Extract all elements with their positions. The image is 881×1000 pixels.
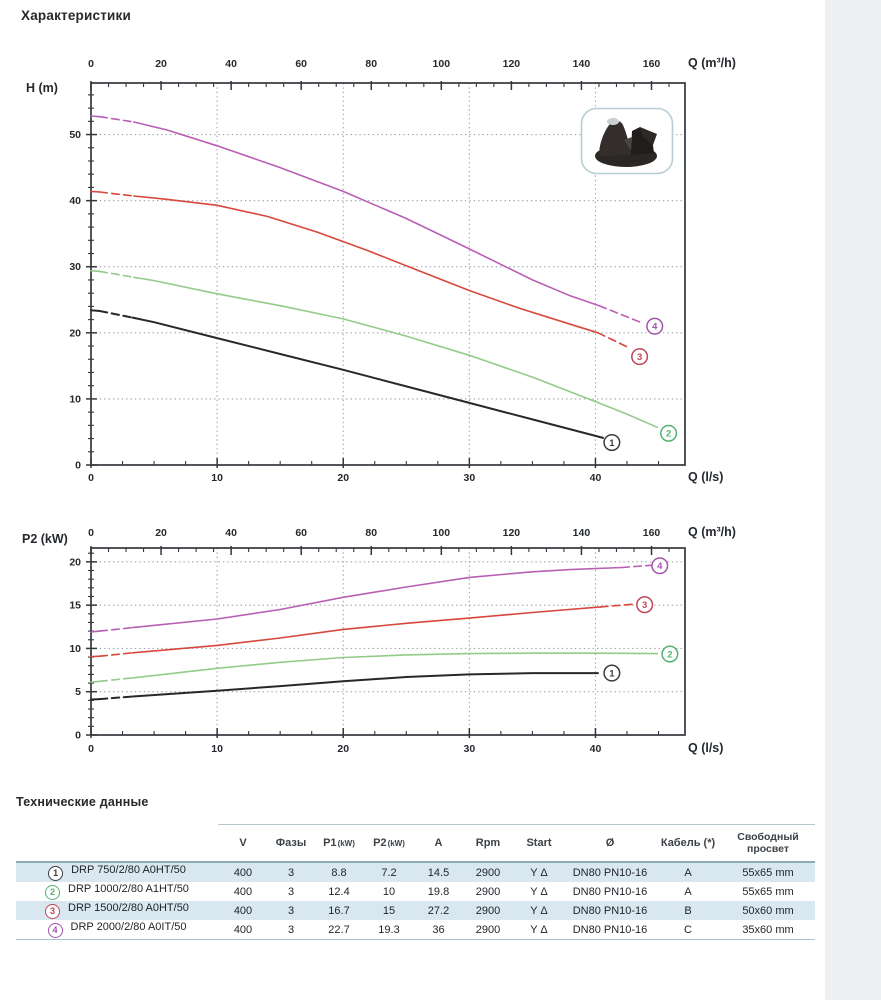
curve-label-number-4: 4	[652, 321, 658, 333]
curve-2-solid	[133, 653, 658, 678]
table-cell: 400	[233, 904, 253, 917]
table-cell: 14.5	[427, 866, 450, 879]
top-axis-tick-label: 40	[225, 58, 237, 70]
technical-data-table	[16, 824, 815, 940]
bottom-axis-unit-label: Q (l/s)	[688, 741, 724, 755]
bottom-axis-tick-label: 10	[211, 472, 223, 484]
y-axis-tick-label: 15	[69, 599, 81, 612]
model-cell	[16, 901, 218, 920]
bottom-axis-tick-label: 10	[211, 743, 223, 755]
top-axis-unit-label: Q (m³/h)	[688, 525, 736, 539]
table-cell: 3	[287, 885, 295, 898]
header-col-2: Фазы	[268, 825, 314, 863]
table-cell: DN80 PN10-16	[572, 904, 648, 917]
curve-4-solid	[91, 631, 100, 632]
table-cell: C	[655, 920, 721, 940]
curve-label-number-1: 1	[609, 437, 615, 449]
y-axis-tick-label: 10	[69, 393, 81, 406]
table-cell: 3	[287, 904, 295, 917]
curve-label-number-2: 2	[667, 649, 673, 661]
top-axis-tick-label: 40	[225, 527, 237, 539]
y-axis-title: H (m)	[26, 81, 58, 95]
model-name: DRP 2000/2/80 A0IT/50	[70, 921, 187, 933]
curve-number-badge: 2	[45, 885, 60, 900]
y-axis-tick-label: 10	[69, 642, 81, 655]
curve-1-solid	[91, 310, 100, 311]
bottom-axis-tick-label: 0	[88, 743, 94, 755]
top-axis-tick-label: 120	[502, 58, 521, 70]
table-cell: 10	[382, 885, 396, 898]
y-axis-tick-label: 20	[69, 556, 81, 569]
header-col-4: P2(kW)	[364, 825, 414, 863]
table-header-row	[16, 825, 815, 863]
header-col-6: Rpm	[463, 825, 513, 863]
table-cell: 19.3	[364, 920, 414, 940]
curve-2-dashed	[100, 271, 134, 277]
top-axis-unit-label: Q (m³/h)	[688, 56, 736, 70]
table-cell: DN80 PN10-16	[565, 920, 655, 940]
curve-1-dashed	[100, 311, 133, 318]
top-axis-tick-label: 20	[155, 527, 167, 539]
table-row	[16, 862, 815, 882]
table-cell: 19.8	[427, 885, 450, 898]
header-col-7: Start	[513, 825, 565, 863]
curve-4-dashed	[100, 117, 134, 122]
y-axis-tick-label: 0	[75, 459, 81, 472]
table-cell: 36	[414, 920, 463, 940]
table-cell: Y Δ	[513, 920, 565, 940]
table-cell: 3	[287, 866, 295, 879]
table-cell: A	[684, 866, 692, 879]
top-axis-tick-label: 60	[295, 527, 308, 539]
curve-number-badge: 1	[48, 866, 63, 881]
table-cell: DN80 PN10-16	[572, 885, 648, 898]
y-axis-title: P2 (kW)	[22, 532, 68, 546]
bottom-axis-tick-label: 30	[463, 472, 476, 484]
table-cell: Y Δ	[530, 885, 548, 898]
header-col-8: Ø	[565, 825, 655, 863]
model-name: DRP 1000/2/80 A1HT/50	[68, 883, 189, 895]
top-axis-tick-label: 160	[642, 527, 661, 539]
table-cell: DN80 PN10-16	[572, 866, 648, 879]
bottom-axis-tick-label: 40	[589, 472, 602, 484]
curve-4-solid	[133, 568, 622, 628]
header-col-1: V	[218, 825, 268, 863]
table-cell: 2900	[463, 920, 513, 940]
table-cell: 55x65 mm	[742, 885, 794, 898]
header-col-5: A	[414, 825, 463, 863]
curve-3-solid	[133, 607, 601, 653]
table-cell: 2900	[475, 866, 501, 879]
top-axis-tick-label: 0	[88, 527, 94, 539]
curve-4-dashed	[100, 628, 133, 632]
page-title: Характеристики	[21, 8, 131, 23]
y-axis-tick-label: 30	[69, 261, 81, 274]
top-axis-tick-label: 100	[432, 58, 451, 70]
curve-3-dashed	[100, 192, 134, 196]
top-axis-tick-label: 140	[572, 527, 591, 539]
curve-3-dashed	[601, 604, 633, 607]
model-name: DRP 1500/2/80 A0HT/50	[68, 902, 189, 914]
table-cell: 50x60 mm	[742, 904, 794, 917]
y-axis-tick-label: 5	[75, 686, 81, 699]
table-cell: 16.7	[328, 904, 350, 917]
header-model	[16, 825, 218, 863]
curve-4-solid	[134, 122, 599, 306]
table-cell: 55x65 mm	[742, 866, 794, 879]
table-cell: 3	[268, 920, 314, 940]
top-axis-tick-label: 140	[572, 58, 591, 70]
bottom-axis-tick-label: 20	[337, 472, 350, 484]
top-axis-tick-label: 20	[155, 58, 167, 70]
bottom-axis-unit-label: Q (l/s)	[688, 470, 724, 484]
page-right-margin	[825, 0, 881, 1000]
y-axis-tick-label: 40	[69, 195, 81, 208]
top-axis-tick-label: 160	[642, 58, 661, 70]
curve-2-solid	[91, 271, 100, 272]
curve-1-dashed	[100, 697, 133, 700]
header-col-9: Кабель (*)	[655, 825, 721, 863]
model-cell	[16, 882, 218, 901]
curve-4-solid	[91, 116, 100, 117]
table-cell: Y Δ	[530, 866, 548, 879]
curve-label-number-3: 3	[641, 600, 648, 612]
table-cell: 22.7	[314, 920, 364, 940]
table-cell: 12.4	[328, 885, 350, 898]
curve-3-dashed	[598, 333, 630, 348]
table-cell: 8.8	[331, 866, 347, 879]
power-flow-chart	[0, 505, 775, 770]
curve-1-solid	[133, 673, 598, 696]
top-axis-tick-label: 60	[295, 58, 308, 70]
curve-4-dashed	[599, 306, 642, 323]
model-cell	[16, 920, 218, 940]
curve-3-dashed	[100, 653, 133, 656]
pump-image	[580, 107, 674, 175]
top-axis-tick-label: 80	[365, 58, 378, 70]
table-cell: 2900	[475, 904, 501, 917]
table-cell: 7.2	[381, 866, 397, 879]
curve-2-solid	[91, 681, 100, 682]
top-axis-tick-label: 120	[502, 527, 521, 539]
table-row	[16, 882, 815, 901]
table-cell: 27.2	[427, 904, 450, 917]
curve-4-dashed	[622, 565, 651, 567]
curve-number-badge: 4	[48, 923, 63, 938]
y-axis-tick-label: 20	[69, 327, 81, 340]
bottom-axis-tick-label: 30	[463, 743, 476, 755]
table-cell: Y Δ	[530, 904, 548, 917]
bottom-axis-tick-label: 20	[337, 743, 350, 755]
model-cell	[16, 862, 218, 882]
table-cell: 400	[233, 866, 253, 879]
bottom-axis-tick-label: 40	[589, 743, 602, 755]
y-axis-tick-label: 0	[75, 729, 81, 742]
curve-label-number-2: 2	[665, 428, 672, 440]
curve-2-dashed	[100, 678, 133, 681]
curve-label-number-3: 3	[636, 352, 643, 364]
table-cell: 15	[382, 904, 396, 917]
curve-3-solid	[91, 191, 100, 192]
bottom-axis-tick-label: 0	[88, 472, 94, 484]
top-axis-tick-label: 100	[432, 527, 451, 539]
table-row	[16, 901, 815, 920]
curve-2-solid	[134, 277, 657, 427]
header-col-10: Свободный просвет	[721, 825, 815, 863]
table-cell: A	[684, 885, 692, 898]
curve-number-badge: 3	[45, 904, 60, 919]
top-axis-tick-label: 80	[365, 527, 378, 539]
table-row	[16, 920, 815, 940]
model-name: DRP 750/2/80 A0HT/50	[71, 864, 186, 876]
y-axis-tick-label: 50	[69, 129, 81, 142]
table-cell: 400	[218, 920, 268, 940]
table-body	[16, 862, 815, 940]
top-axis-tick-label: 0	[88, 58, 94, 70]
curve-3-solid	[91, 656, 100, 657]
table-cell: B	[684, 904, 692, 917]
header-col-3: P1(kW)	[314, 825, 364, 863]
table-cell: 400	[233, 885, 253, 898]
curve-label-number-1: 1	[609, 668, 615, 680]
table-cell: 35x60 mm	[721, 920, 815, 940]
table-title: Технические данные	[16, 795, 149, 809]
curve-label-number-4: 4	[657, 561, 663, 573]
table-cell: 2900	[475, 885, 501, 898]
curve-3-solid	[134, 196, 598, 333]
